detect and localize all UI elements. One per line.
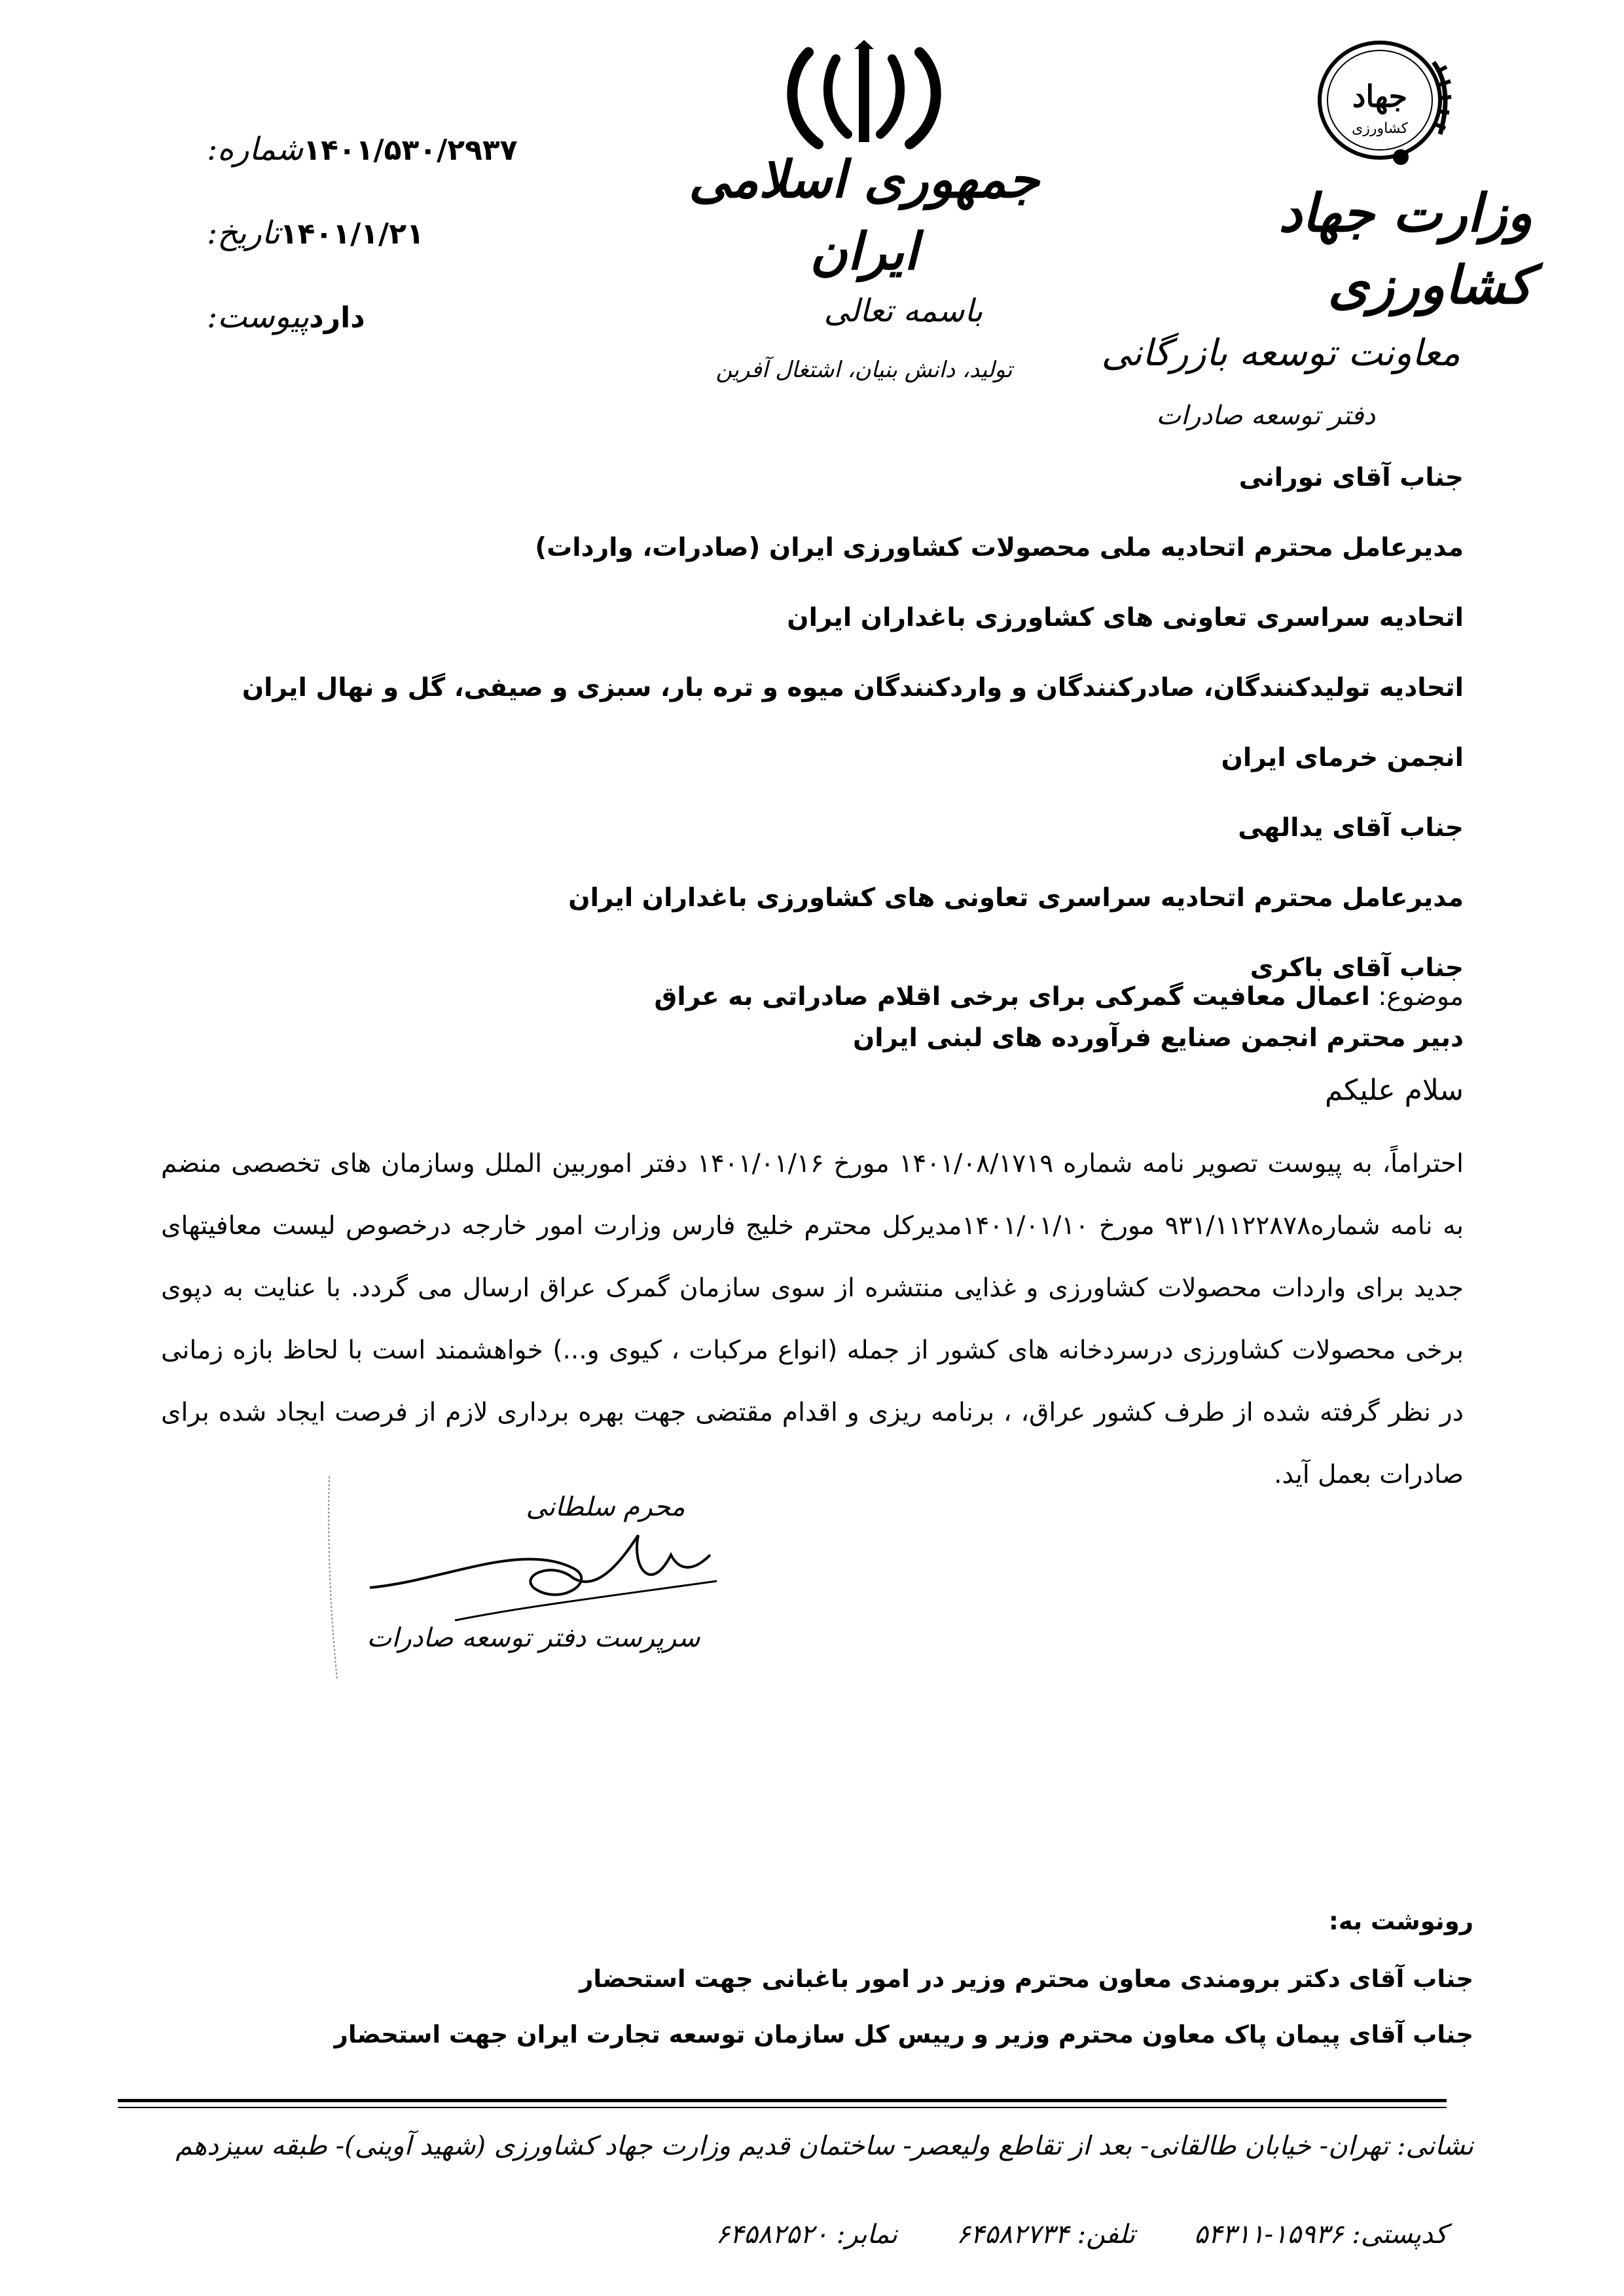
attachment-row (196, 299, 524, 382)
recipient-line: اتحادیه تولیدکنندگان، صادرکنندگان و واردکنندگان میوه و تره بار، سبزی و صیفی، گل و نهال ایران (242, 673, 1464, 702)
subject-label: موضوع: (1378, 982, 1464, 1011)
footer-divider-thin (118, 2107, 1447, 2108)
fax-number: نمابر: ۶۴۵۸۲۵۲۰ (715, 2219, 898, 2250)
subject-text: اعمال معافیت گمرکی برای برخی اقلام صادراتی به عراق (654, 982, 1370, 1011)
invocation: باسمه تعالی (823, 293, 983, 329)
attachment-value: دارد (309, 301, 365, 335)
cc-block (99, 1892, 1473, 2062)
slogan: تولید، دانش بنیان، اشتغال آفرین (715, 357, 1013, 383)
jahad-keshavarzi-logo (1303, 36, 1466, 167)
recipient-line: مدیرعامل محترم اتحادیه سراسری تعاونی های کشاورزی باغداران ایران (568, 883, 1464, 913)
recipient-line: جناب آقای نورانی (1238, 463, 1464, 492)
cc-item: جناب آقای دکتر برومندی معاون محترم وزیر در امور باغبانی جهت استحضار (579, 1965, 1473, 1993)
ministry-block (1074, 177, 1532, 445)
recipient-line: انجمن خرمای ایران (1221, 743, 1464, 773)
signer-title: سرپرست دفتر توسعه صادرات (367, 1623, 700, 1653)
signature-block (324, 1457, 730, 1692)
footer-divider (118, 2099, 1447, 2102)
logo-text-bottom: کشاورزی (1352, 120, 1408, 137)
ministry-name: وزارت جهاد کشاورزی (1278, 182, 1532, 316)
body-paragraph: احتراماً، به پیوست تصویر نامه شماره ۱۴۰۱/۰۸/۱۷۱۹ مورخ ۱۴۰۱/۰۱/۱۶ دفتر اموربین الملل وسازمان های تخصصی منضم به نامه شماره۹۳۱/۱۱۲۲۸۷۸ مورخ ۱۴۰۱/۰۱/۱۰مدیرکل محترم خلیج فارس وزارت امور خارجه درخصوص لیست معافیتهای جدید برای واردات محصولات کشاورزی و غذایی منتشره از سوی سازمان گمرک عراق ارسال می گردد. با عنایت به دپوی برخی محصولات کشاورزی درسردخانه های کشور از جمله (انواع مرکبات ، کیوی و...) خواهشمند است با لحاظ بازه زمانی در نظر گرفته شده از طرف کشور عراق، ، برنامه ریزی و اقدام مقتضی جهت بهره برداری لازم از فرصت ایجاد شده برای صادرات بعمل آید. (161, 1149, 1464, 1489)
logo-text-top: جهاد (1352, 79, 1408, 114)
letter-number-row (196, 131, 524, 215)
greeting: سلام علیکم (1324, 1074, 1464, 1107)
signature-icon (324, 1457, 730, 1692)
signer-name: محرم سلطانی (526, 1492, 685, 1522)
attachment-label: پیوست: (207, 299, 310, 335)
recipient-line: جناب آقای باکری (1250, 953, 1464, 983)
letter-number: ۱۴۰۱/۵۳۰/۲۹۳۷ (303, 134, 518, 167)
republic-name: جمهوری اسلامی ایران (689, 150, 1039, 282)
jahad-logo-icon (1303, 36, 1466, 167)
ministry-office: دفتر توسعه صادرات (1156, 401, 1375, 431)
letter-date: ۱۴۰۱/۱/۲۱ (280, 217, 424, 251)
cc-label: رونوشت به: (1329, 1907, 1473, 1935)
recipient-line: اتحادیه سراسری تعاونی های کشاورزی باغداران ایران (787, 603, 1464, 632)
recipient-line: مدیرعامل محترم اتحادیه ملی محصولات کشاورزی ایران (صادرات، واردات) (535, 533, 1464, 562)
postal-code: کدپستی: ۱۵۹۳۶-۵۴۳۱۱ (1194, 2219, 1447, 2250)
phone-number: تلفن: ۶۴۵۸۲۷۳۴ (956, 2219, 1136, 2250)
ministry-deputy: معاونت توسعه بازرگانی (1101, 332, 1460, 374)
footer-contacts (269, 2219, 1447, 2250)
republic-block (681, 144, 1047, 406)
letter-date-row (196, 215, 524, 299)
footer-address: نشانی: تهران- خیابان طالقانی- بعد از تقاطع ولیعصر- ساختمان قدیم وزارت جهاد کشاورزی (شهید آوینی)- طبقه سیزدهم (175, 2131, 1473, 2161)
number-label: شماره: (207, 131, 304, 168)
subject-line (154, 982, 1464, 1011)
iran-emblem (782, 36, 946, 157)
cc-item: جناب آقای پیمان پاک معاون محترم وزیر و رییس کل سازمان توسعه تجارت ایران جهت استحضار (334, 2020, 1473, 2049)
recipient-line: جناب آقای یدالهی (1238, 813, 1464, 843)
date-label: تاریخ: (207, 215, 280, 251)
iran-emblem-icon (782, 36, 946, 157)
recipient-line: دبیر محترم انجمن صنایع فرآورده های لبنی ایران (853, 1023, 1464, 1053)
letter-meta (196, 131, 524, 382)
